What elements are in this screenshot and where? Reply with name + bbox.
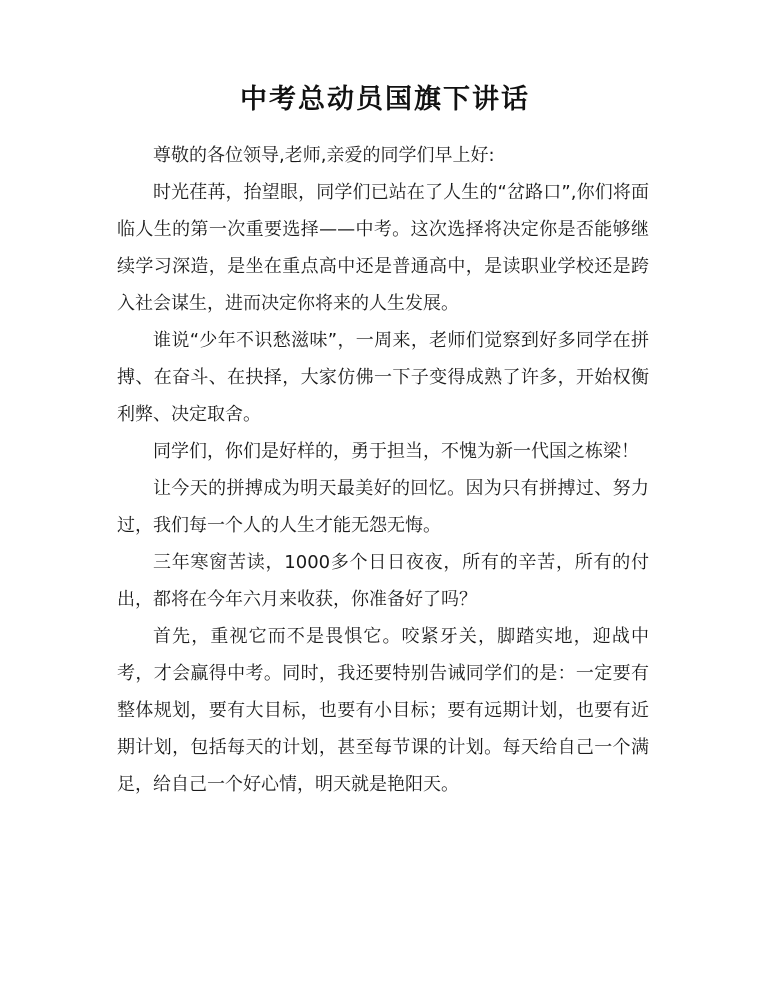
paragraph-planning: 首先，重视它而不是畏惧它。咬紧牙关，脚踏实地，迎战中考，才会赢得中考。同时，我还要特别告诫同学们的是：一定要有整体规划，要有大目标，也要有小目标；要有远期计划，也要有近期计划，包括每天的计划，甚至每节课的计划。每天给自己一个满足，给自己一个好心情，明天就是艳阳天。	[117, 626, 649, 795]
paragraph-struggle: 让今天的拼搏成为明天最美好的回忆。因为只有拼搏过、努力过，我们每一个人的人生才能无怨无悔。	[117, 478, 649, 536]
document-title: 中考总动员国旗下讲话	[240, 84, 530, 115]
paragraph-crossroads: 时光荏苒，抬望眼，同学们已站在了人生的“岔路口”,你们将面临人生的第一次重要选择——中考。这次选择将决定你是否能够继续学习深造，是坐在重点高中还是普通高中，是读职业学校还是跨入社会谋生，进而决定你将来的人生发展。	[117, 182, 649, 314]
paragraph-praise: 同学们，你们是好样的，勇于担当，不愧为新一代国之栋梁！	[153, 441, 639, 462]
paragraph-youth: 谁说“少年不识愁滋味”，一周来，老师们觉察到好多同学在拼搏、在奋斗、在抉择，大家仿佛一下子变得成熟了许多，开始权衡利弊、决定取舍。	[117, 330, 649, 425]
paragraph-three-years: 三年寒窗苦读，1000多个日日夜夜，所有的辛苦，所有的付出，都将在今年六月来收获，你准备好了吗？	[117, 552, 649, 610]
document-body	[117, 137, 649, 803]
paragraph-greeting: 尊敬的各位领导,老师,亲爱的同学们早上好:	[153, 145, 495, 166]
